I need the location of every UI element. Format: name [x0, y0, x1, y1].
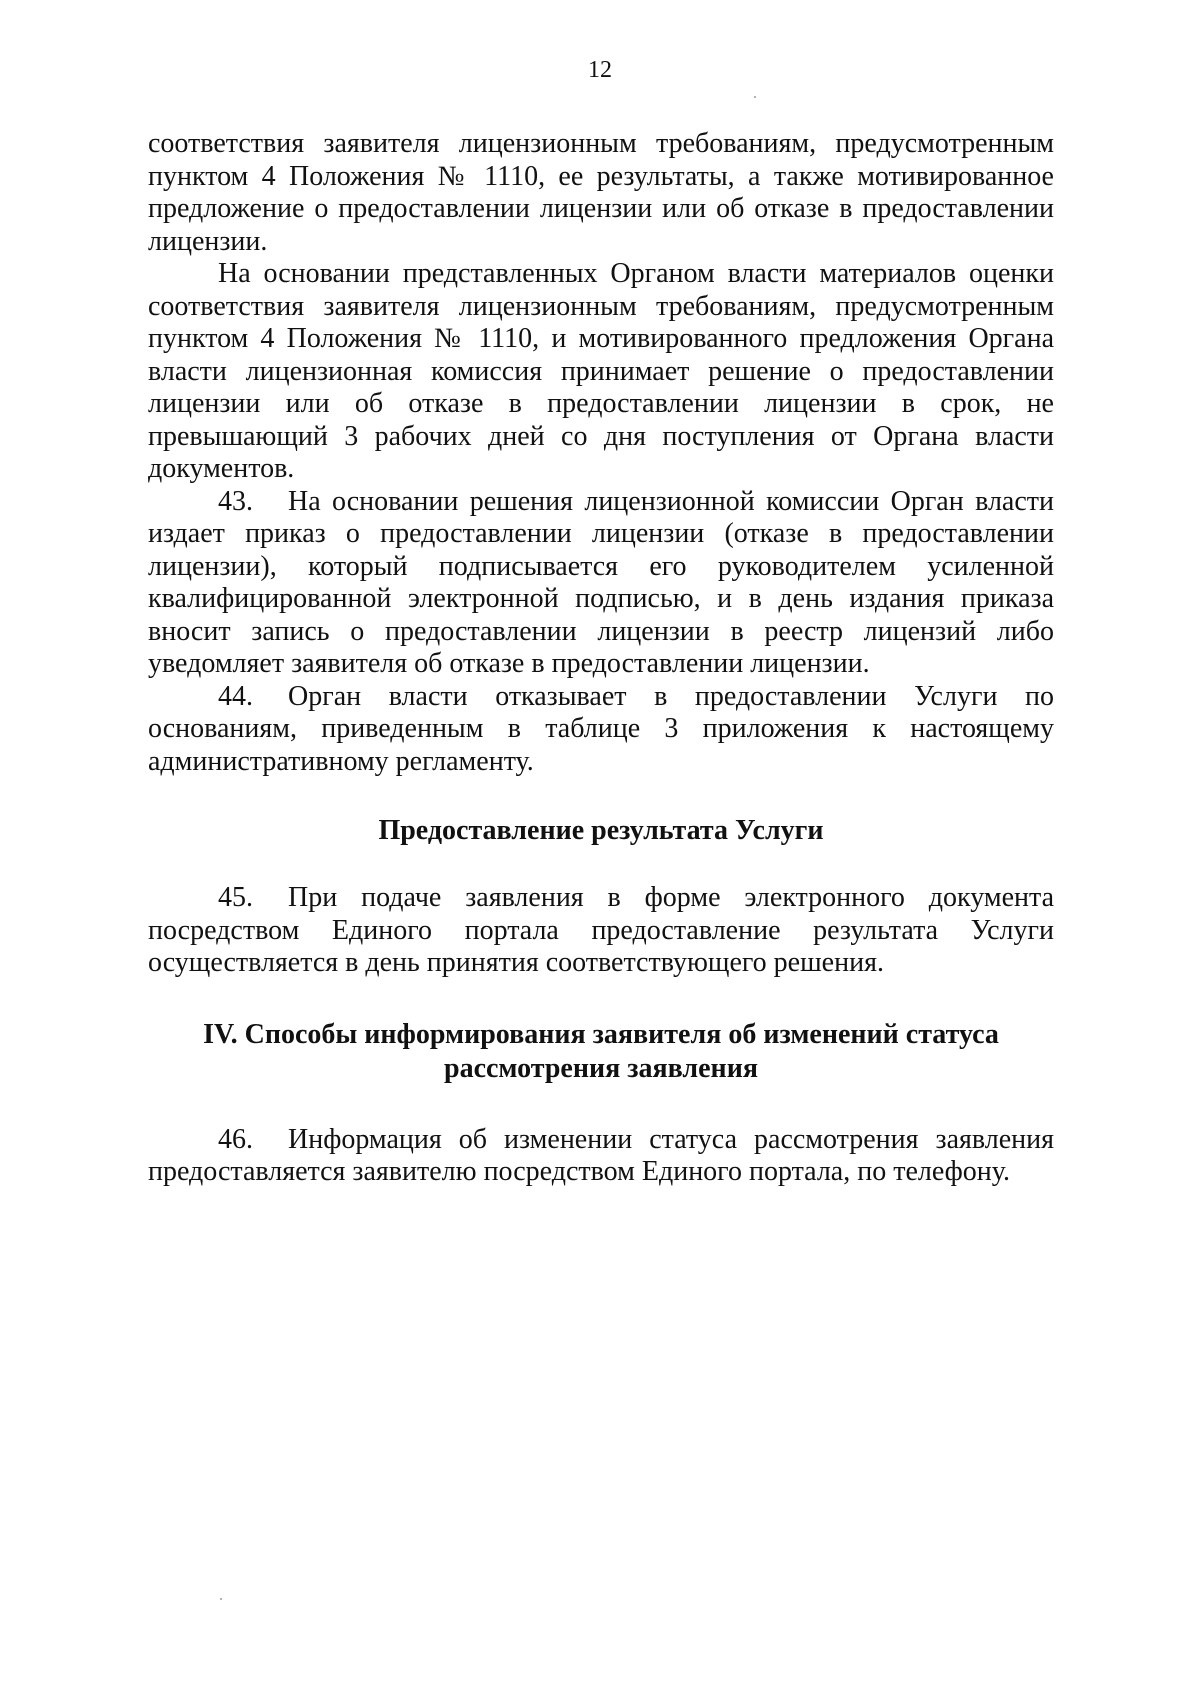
item-45: [148, 882, 1054, 980]
item-45-text: При подаче заявления в форме электронного документа посредством Единого портала предоставление результата Услуги осуществляется в день принятия соответствующего решения.: [148, 882, 1054, 978]
heading-result: Предоставление результата Услуги: [378, 815, 824, 846]
item-43-text: На основании решения лицензионной комиссии Орган власти издает приказ о предоставлении лицензии (отказе в предоставлении лицензии), который подписывается его руководителем усиленной квалифицированной электронной подписью, и в день издания приказа вносит запись о предоставлении лицензии в реестр лицензий либо уведомляет заявителя об отказе в предоставлении лицензии.: [148, 485, 1054, 679]
section-iv-heading: [148, 1018, 1054, 1086]
item-43: [148, 486, 1054, 681]
section-iv-line-2: рассмотрения заявления: [444, 1052, 758, 1084]
scan-speck: [220, 1598, 222, 1600]
paragraph-commission-decision: На основании представленных Органом власти материалов оценки соответствия заявителя лицензионным требованиям, предусмотренным пунктом 4 Положения № 1110, и мотивированного предложения Органа власти лицензионная комиссия принимает решение о предоставлении лицензии или об отказе в предоставлении лицензии в срок, не превышающий 3 рабочих дней со дня поступления от Органа власти документов.: [148, 258, 1054, 484]
section-iv-line-1: IV. Способы информирования заявителя об изменений статуса: [203, 1018, 999, 1050]
item-44-number: 44.: [218, 680, 253, 712]
document-body: [148, 128, 1054, 1189]
item-46: [148, 1124, 1054, 1189]
paragraph-continuation: соответствия заявителя лицензионным требованиям, предусмотренным пунктом 4 Положения № 1110, ее результаты, а также мотивированное предложение о предоставлении лицензии или об отказе в предоставлении лицензии.: [148, 128, 1054, 257]
scan-speck: [754, 96, 756, 98]
page-number: 12: [588, 57, 612, 83]
item-45-number: 45.: [218, 882, 253, 913]
item-46-text: Информация об изменении статуса рассмотрения заявления предоставляется заявителю посредством Единого портала, по телефону.: [148, 1123, 1054, 1187]
item-43-number: 43.: [218, 485, 253, 517]
item-46-number: 46.: [218, 1123, 253, 1155]
item-44: [148, 681, 1054, 779]
item-44-text: Орган власти отказывает в предоставлении Услуги по основаниям, приведенным в таблице 3 приложения к настоящему административному регламенту.: [148, 680, 1054, 777]
